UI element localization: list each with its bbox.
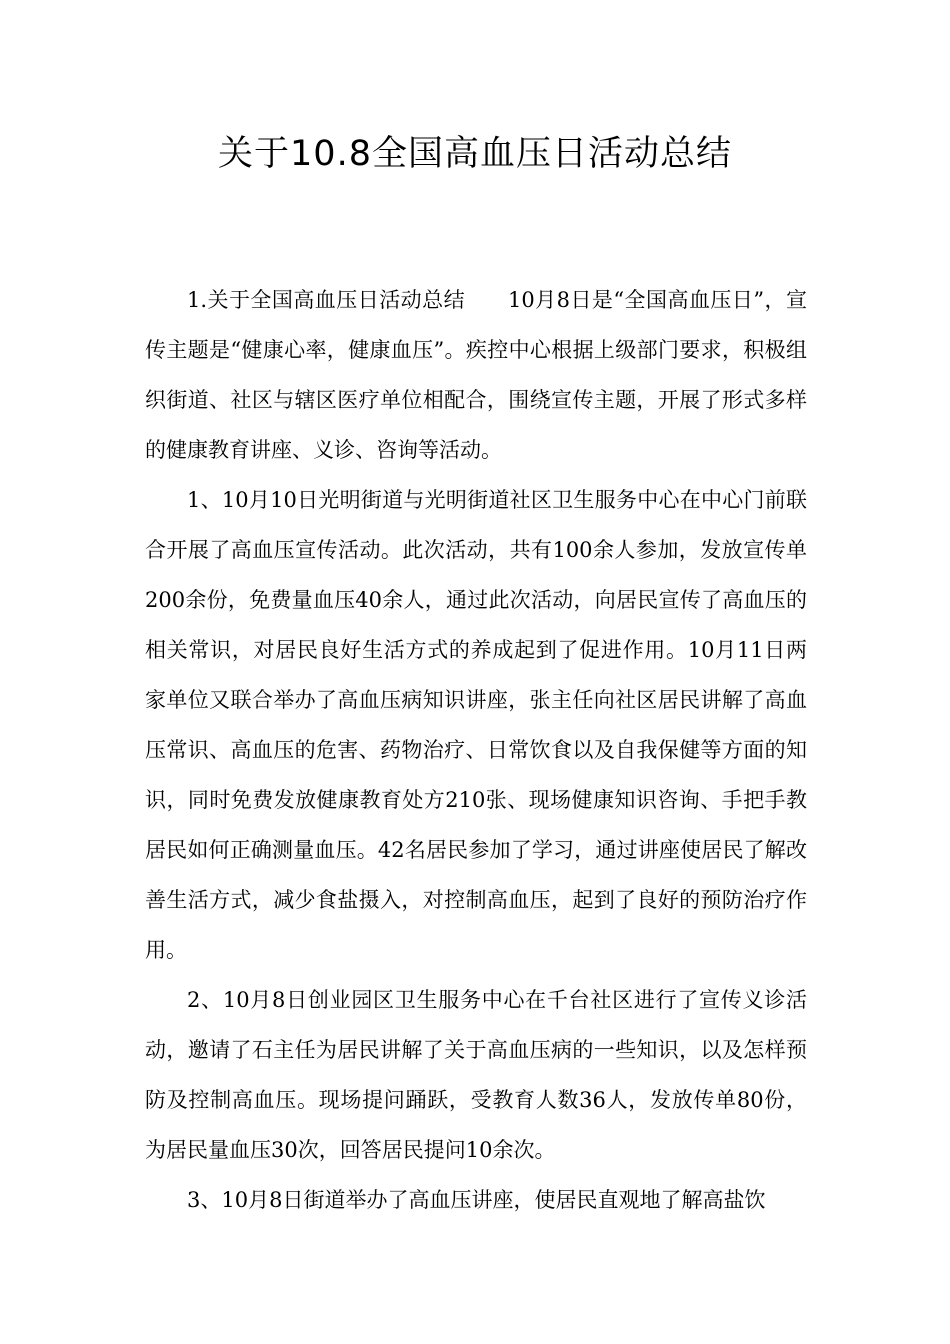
document-body xyxy=(145,275,807,1225)
paragraph-item-1: 1、10月10日光明街道与光明街道社区卫生服务中心在中心门前联合开展了高血压宣传活动。此次活动，共有100余人参加，发放宣传单200余份，免费量血压40余人，通过此次活动，向居民宣传了高血压的相关常识，对居民良好生活方式的养成起到了促进作用。10月11日两家单位又联合举办了高血压病知识讲座，张主任向社区居民讲解了高血压常识、高血压的危害、药物治疗、日常饮食以及自我保健等方面的知识，同时免费发放健康教育处方210张、现场健康知识咨询、手把手教居民如何正确测量血压。42名居民参加了学习，通过讲座使居民了解改善生活方式，减少食盐摄入，对控制高血压，起到了良好的预防治疗作用。 xyxy=(145,488,807,962)
paragraph-item-3: 3、10月8日街道举办了高血压讲座，使居民直观地了解高盐饮 xyxy=(187,1188,766,1212)
document-title: 关于10.8全国高血压日活动总结 xyxy=(218,134,732,174)
paragraph-intro: 1.关于全国高血压日活动总结 10月8日是“全国高血压日”，宣传主题是“健康心率，健康血压”。疾控中心根据上级部门要求，积极组织街道、社区与辖区医疗单位相配合，围绕宣传主题，开展了形式多样的健康教育讲座、义诊、咨询等活动。 xyxy=(145,288,807,462)
paragraph-item-2: 2、10月8日创业园区卫生服务中心在千台社区进行了宣传义诊活动，邀请了石主任为居民讲解了关于高血压病的一些知识，以及怎样预防及控制高血压。现场提问踊跃，受教育人数36人，发放传单80份，为居民量血压30次，回答居民提问10余次。 xyxy=(145,988,807,1162)
